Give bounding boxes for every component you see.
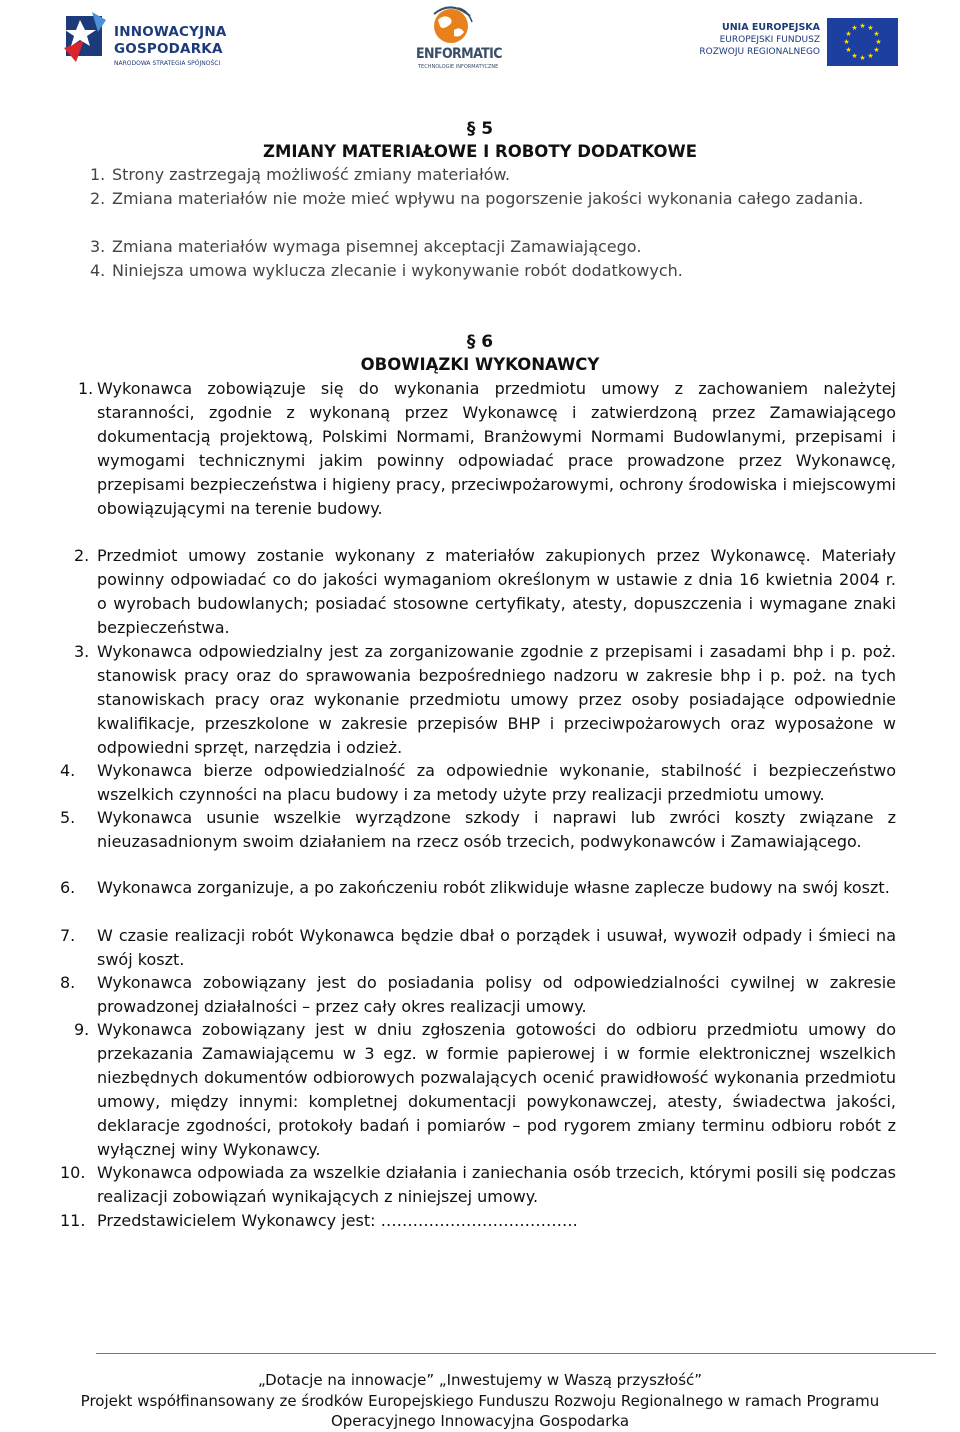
item-number: 1. [78, 379, 94, 398]
item-number: 5. [60, 808, 76, 827]
svg-text:★: ★ [843, 38, 850, 46]
enformatic-logo [412, 4, 502, 76]
list-item [60, 806, 896, 854]
item-number: 2. [90, 189, 106, 208]
ig-title-line2: GOSPODARKA [114, 41, 223, 57]
eu-flag-icon [827, 18, 898, 66]
section-title: OBOWIĄZKI WYKONAWCY [360, 355, 600, 374]
svg-text:★: ★ [867, 52, 874, 60]
item-text: Strony zastrzegają możliwość zmiany materiałów. [112, 165, 511, 184]
item-text: Wykonawca zobowiązany jest w dniu zgłoszenia gotowości do odbioru przedmiotu umowy do przekazania Zamawiającemu w 3 egz. w formie papierowej i w formie elektronicznej wszelkich niezbędnych dokumentów odbiorowych pozwalających ocenić prawidłowość wykonania przedmiotu umowy, między innymi: kompletnej dokumentacji powykonawczej, atesty, świadectwa jakości, deklaracje zgodności, protokoły badań i pomiarów – pod rygorem zmiany terminu odbioru robót z wyłącznej winy Wykonawcy. [97, 1020, 896, 1159]
item-text: Wykonawca usunie wszelkie wyrządzone szkody i naprawi lub zwróci koszty związane z nieuzasadnionym swoim działaniem na rzecz osób trzecich, podwykonawców i Zamawiającego. [97, 808, 896, 851]
section-5-number [0, 117, 960, 141]
list-item [60, 876, 896, 900]
section-number: § 6 [466, 332, 494, 352]
svg-text:★: ★ [851, 24, 858, 32]
list-item [90, 259, 900, 283]
enformatic-name: ENFORMATIC [416, 46, 502, 62]
item-text: W czasie realizacji robót Wykonawca będzie dbał o porządek i usuwał, wywoził odpady i śmieci na swój koszt. [97, 926, 896, 969]
ig-subtitle: NARODOWA STRATEGIA SPÓJNOŚCI [114, 60, 221, 67]
list-item [60, 1209, 896, 1233]
eu-line3: ROZWOJU REGIONALNEGO [699, 47, 820, 57]
svg-text:★: ★ [859, 54, 866, 62]
innowacyjna-gospodarka-logo [62, 10, 242, 70]
item-number: 4. [60, 761, 76, 780]
list-item [90, 187, 900, 211]
item-text: Wykonawca zobowiązany jest do posiadania polisy od odpowiedzialności cywilnej w zakresie prowadzonej działalności – przez cały okres realizacji umowy. [97, 973, 896, 1016]
eu-logo [698, 18, 898, 68]
svg-text:★: ★ [859, 22, 866, 30]
svg-text:★: ★ [867, 24, 874, 32]
page-header [0, 0, 960, 90]
item-text: Wykonawca odpowiada za wszelkie działania i zaniechania osób trzecich, którymi posili się podczas realizacji zobowiązań wynikających z niniejszej umowy. [97, 1163, 896, 1206]
section-title: ZMIANY MATERIAŁOWE I ROBOTY DODATKOWE [263, 142, 697, 161]
item-text: Wykonawca zobowiązuje się do wykonania przedmiotu umowy z zachowaniem należytej staranności, zgodnie z wykonaną przez Wykonawcę i zatwierdzoną przez Zamawiającego dokumentacją projektową, Polskimi Normami, Branżowymi Normami Budowlanymi, przepisami i wymogami technicznymi jakim powinny odpowiadać prace prowadzone przez Wykonawcę, przepisami bezpieczeństwa i higieny pracy, przeciwpożarowymi, ochrony środowiska i miejscowymi obowiązującymi na terenie budowy. [97, 379, 896, 518]
item-text: Wykonawca bierze odpowiedzialność za odpowiednie wykonanie, stabilność i bezpieczeństwo wszelkich czynności na placu budowy i za metody użyte przy realizacji przedmiotu umowy. [97, 761, 896, 804]
item-text: Zmiana materiałów nie może mieć wpływu na pogorszenie jakości wykonania całego zadania. [112, 189, 864, 208]
footer-cofinancing: Projekt współfinansowany ze środków Europejskiego Funduszu Rozwoju Regionalnego w ramach Programu [80, 1392, 880, 1410]
item-text: Niniejsza umowa wyklucza zlecanie i wykonywanie robót dodatkowych. [112, 261, 683, 280]
section-5-title [0, 140, 960, 164]
svg-text:★: ★ [845, 46, 852, 54]
eu-line1: UNIA EUROPEJSKA [722, 22, 820, 33]
item-number: 3. [90, 237, 106, 256]
list-item [74, 1018, 896, 1162]
list-item [74, 544, 896, 640]
svg-text:★: ★ [873, 46, 880, 54]
list-item [90, 163, 900, 187]
section-number: § 5 [466, 119, 494, 139]
list-item [74, 640, 896, 760]
item-text: Przedmiot umowy zostanie wykonany z materiałów zakupionych przez Wykonawcę. Materiały powinny odpowiadać co do jakości wymaganiom określonym w ustawie z dnia 16 kwietnia 2004 r. o wyrobach budowlanych; posiadać stosowne certyfikaty, atesty, dopuszczenia i wymagane znaki bezpieczeństwa. [97, 546, 896, 637]
eu-line2: EUROPEJSKI FUNDUSZ [719, 35, 820, 45]
footer-program: Operacyjnego Innowacyjna Gospodarka [330, 1412, 630, 1430]
item-number: 4. [90, 261, 106, 280]
ig-title-line1: INNOWACYJNA [114, 24, 227, 40]
ig-emblem-icon [62, 10, 110, 62]
list-item [60, 1161, 896, 1209]
svg-text:★: ★ [845, 30, 852, 38]
item-number: 10. [60, 1163, 86, 1182]
enformatic-tagline: TECHNOLOGIE INFORMATYCZNE [418, 64, 499, 70]
list-item [60, 924, 896, 972]
section-6-number [0, 330, 960, 354]
svg-text:★: ★ [851, 52, 858, 60]
item-number: 3. [74, 642, 90, 661]
item-text: Przedstawicielem Wykonawcy jest: ………………………………. [97, 1211, 578, 1230]
enformatic-globe-icon [428, 4, 474, 46]
list-item [60, 971, 896, 1019]
list-item [60, 759, 896, 807]
svg-text:★: ★ [875, 38, 882, 46]
item-number: 1. [90, 165, 106, 184]
item-number: 9. [74, 1020, 90, 1039]
item-number: 11. [60, 1211, 86, 1230]
item-number: 2. [74, 546, 90, 565]
item-text: Wykonawca odpowiedzialny jest za zorganizowanie zgodnie z przepisami i zasadami bhp i p. poż. stanowisk pracy oraz do sprawowania bezpośredniego nadzoru w zakresie bhp i p. poż. na tych stanowiskach pracy oraz wykonanie przedmiotu umowy przez osoby posiadające odpowiednie kwalifikacje, przeszkolone w zakresie przepisów BHP i przeciwpożarowych oraz wyposażone w odpowiedni sprzęt, narzędzia i odzież. [97, 642, 896, 757]
item-number: 7. [60, 926, 76, 945]
list-item [78, 377, 896, 521]
item-text: Zmiana materiałów wymaga pisemnej akceptacji Zamawiającego. [112, 237, 642, 256]
item-text: Wykonawca zorganizuje, a po zakończeniu robót zlikwiduje własne zaplecze budowy na swój koszt. [97, 878, 890, 897]
footer-divider [96, 1353, 936, 1354]
section-6-title [0, 353, 960, 377]
svg-text:★: ★ [873, 30, 880, 38]
item-number: 8. [60, 973, 76, 992]
item-number: 6. [60, 878, 76, 897]
footer-slogan: „Dotacje na innowacje” „Inwestujemy w Waszą przyszłość” [257, 1371, 703, 1389]
list-item [90, 235, 900, 259]
